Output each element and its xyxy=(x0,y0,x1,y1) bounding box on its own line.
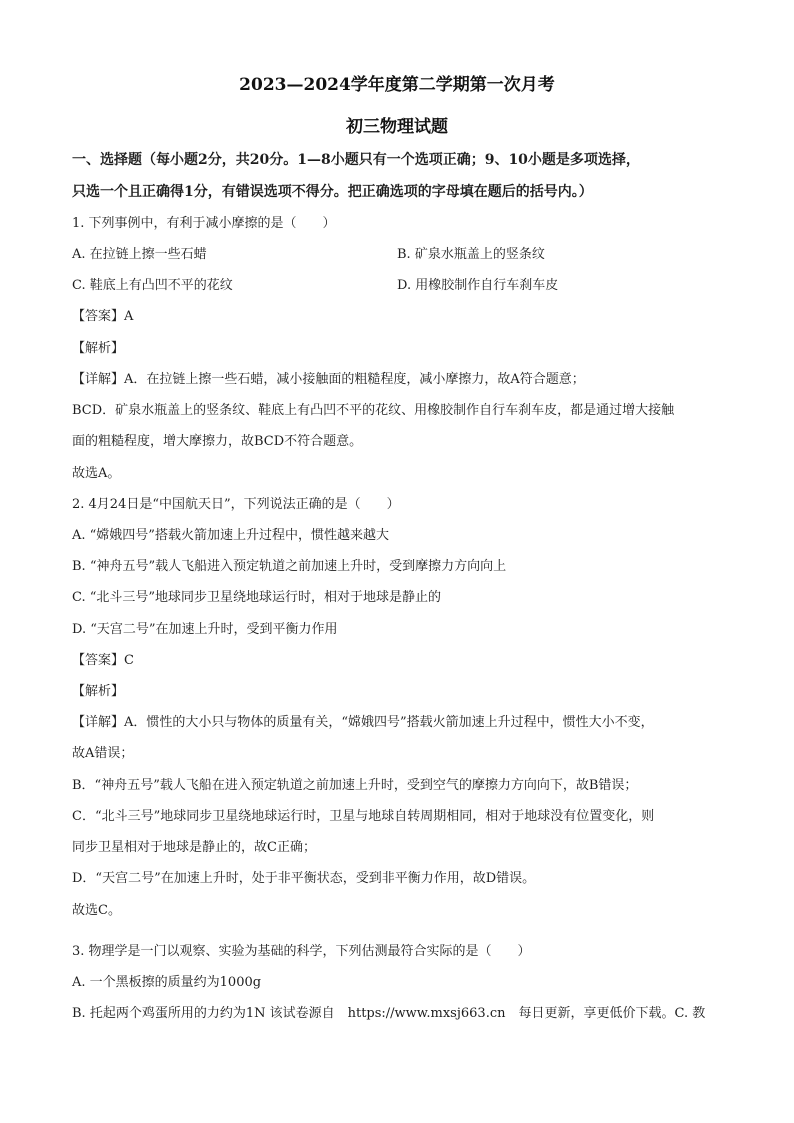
q2-analysis-label: 【解析】 xyxy=(72,684,125,699)
q2-choose: 故选C。 xyxy=(72,903,121,918)
q3-option-a: A. 一个黑板擦的质量约为1000g xyxy=(72,975,262,990)
page-title: 2023—2024学年度第二学期第一次月考 xyxy=(239,75,555,95)
section-instructions-line-2: 只选一个且正确得1分，有错误选项不得分。把正确选项的字母填在题后的括号内。） xyxy=(72,184,593,200)
q3-stem: 3. 物理学是一门以观察、实验为基础的科学，下列估测最符合实际的是（ ） xyxy=(72,944,531,959)
q2-detail-line-5: 同步卫星相对于地球是静止的，故C正确； xyxy=(72,840,316,855)
q2-option-b: B. “神舟五号”载人飞船进入预定轨道之前加速上升时，受到摩擦力方向向上 xyxy=(72,559,507,574)
q1-option-d: D. 用橡胶制作自行车刹车皮 xyxy=(397,278,559,293)
q2-detail-line-4: C．“北斗三号”地球同步卫星绕地球运行时，卫星与地球自转周期相同，相对于地球没有位置变化，则 xyxy=(72,809,655,824)
q1-option-c: C. 鞋底上有凸凹不平的花纹 xyxy=(72,278,233,293)
q2-detail-line-2: 故A错误； xyxy=(72,746,134,761)
q2-option-a: A. “嫦娥四号”搭载火箭加速上升过程中，惯性越来越大 xyxy=(72,528,389,543)
q2-option-d: D. “天宫二号”在加速上升时，受到平衡力作用 xyxy=(72,622,338,637)
q1-answer: 【答案】A xyxy=(72,309,134,324)
q1-stem: 1. 下列事例中，有利于减小摩擦的是（ ） xyxy=(72,216,336,231)
q2-detail-line-3: B．“神舟五号”载人飞船在进入预定轨道之前加速上升时，受到空气的摩擦力方向向下，故B错误； xyxy=(72,778,638,793)
page-subtitle: 初三物理试题 xyxy=(346,117,448,137)
q1-detail-line-3: 面的粗糙程度，增大摩擦力，故BCD不符合题意。 xyxy=(72,434,363,449)
q1-detail-line-1: 【详解】A．在拉链上擦一些石蜡，减小接触面的粗糙程度，减小摩擦力，故A符合题意； xyxy=(72,372,585,387)
q1-detail-line-2: BCD．矿泉水瓶盖上的竖条纹、鞋底上有凸凹不平的花纹、用橡胶制作自行车刹车皮，都是通过增大接触 xyxy=(72,403,675,418)
q1-analysis-label: 【解析】 xyxy=(72,341,125,356)
q1-choose: 故选A。 xyxy=(72,466,121,481)
q2-detail-line-1: 【详解】A．惯性的大小只与物体的质量有关，“嫦娥四号”搭载火箭加速上升过程中，惯性大小不变， xyxy=(72,715,654,730)
q1-option-b: B. 矿泉水瓶盖上的竖条纹 xyxy=(397,247,545,262)
q3-option-b: B. 托起两个鸡蛋所用的力约为1N 该试卷源自 https://www.mxsj663.cn 每日更新，享更低价下载。C. 教 xyxy=(72,1006,706,1021)
q2-detail-line-6: D．“天宫二号”在加速上升时，处于非平衡状态，受到非平衡力作用，故D错误。 xyxy=(72,871,536,886)
section-instructions-line-1: 一、选择题（每小题2分，共20分。1—8小题只有一个选项正确；9、10小题是多项选择， xyxy=(72,152,640,168)
q2-answer: 【答案】C xyxy=(72,653,134,668)
q2-option-c: C. “北斗三号”地球同步卫星绕地球运行时，相对于地球是静止的 xyxy=(72,590,442,605)
q1-option-a: A. 在拉链上擦一些石蜡 xyxy=(72,247,207,262)
q2-stem: 2. 4月24日是“中国航天日”，下列说法正确的是（ ） xyxy=(72,497,400,512)
